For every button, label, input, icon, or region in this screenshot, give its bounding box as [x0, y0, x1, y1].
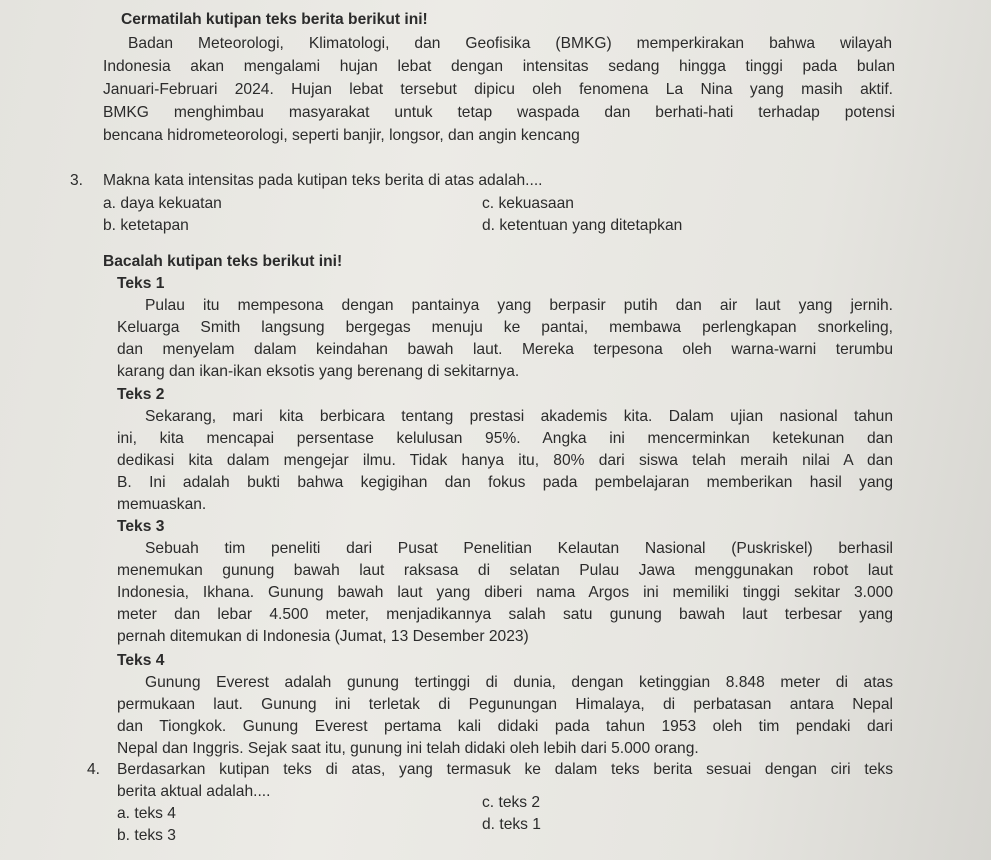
option-label: a. — [103, 195, 117, 212]
option-text: teks 1 — [499, 816, 541, 833]
question-3-number: 3. — [70, 172, 84, 189]
q4-option-d — [482, 815, 541, 835]
texts-instruction: Bacalah kutipan teks berikut ini! — [103, 253, 343, 270]
teks-2-title: Teks 2 — [117, 386, 165, 403]
option-label: c. — [482, 195, 495, 212]
teks-3-line: menemukan gunung bawah laut raksasa di selatan Pulau Jawa menggunakan robot laut — [117, 562, 893, 579]
teks-3-line: Indonesia, Ikhana. Gunung bawah laut yang diberi nama Argos ini memiliki tinggi sekitar 3.000 — [117, 584, 893, 601]
teks-2-line: memuaskan. — [117, 496, 207, 513]
option-label: b. — [117, 827, 131, 844]
news-line: bencana hidrometeorologi, seperti banjir, longsor, dan angin kencang — [103, 127, 580, 144]
teks-4-line: permukaan laut. Gunung ini terletak di Pegunungan Himalaya, di perbatasan antara Nepal — [117, 696, 893, 713]
teks-1-line: karang dan ikan-ikan eksotis yang berenang di sekitarnya. — [117, 363, 520, 380]
news-line: Januari-Februari 2024. Hujan lebat tersebut dipicu oleh fenomena La Nina yang masih aktif. — [103, 81, 893, 98]
option-label: b. — [103, 217, 117, 234]
news-line: BMKG menghimbau masyarakat untuk tetap waspada dan berhati-hati terhadap potensi — [103, 104, 895, 121]
option-label: c. — [482, 794, 495, 811]
option-label: d. — [482, 217, 496, 234]
option-text: ketentuan yang ditetapkan — [499, 217, 683, 234]
option-text: ketetapan — [120, 217, 189, 234]
teks-2-line: Sekarang, mari kita berbicara tentang prestasi akademis kita. Dalam ujian nasional tahun — [145, 408, 893, 425]
q4-option-b — [117, 826, 176, 846]
q3-option-c — [482, 194, 574, 214]
option-text: kekuasaan — [498, 195, 574, 212]
question-3-text: Makna kata intensitas pada kutipan teks berita di atas adalah.... — [103, 172, 543, 189]
option-label: a. — [117, 805, 131, 822]
teks-3-title: Teks 3 — [117, 518, 165, 535]
teks-3-line: meter dan lebar 4.500 meter, menjadikannya salah satu gunung bawah laut terbesar yang — [117, 606, 893, 623]
option-text: teks 2 — [498, 794, 541, 811]
option-text: teks 4 — [134, 805, 176, 822]
q3-option-a — [103, 194, 222, 214]
teks-4-line: dan Tiongkok. Gunung Everest pertama kali didaki pada tahun 1953 oleh tim pendaki dari — [117, 718, 893, 735]
teks-1-line: Pulau itu mempesona dengan pantainya yang berpasir putih dan air laut yang jernih. — [145, 297, 893, 314]
teks-1-line: Keluarga Smith langsung bergegas menuju ke pantai, membawa perlengkapan snorkeling, — [117, 319, 893, 336]
question-4-number: 4. — [87, 761, 101, 778]
option-text: daya kekuatan — [120, 195, 222, 212]
q3-option-d — [482, 216, 682, 236]
news-line: Badan Meteorologi, Klimatologi, dan Geofisika (BMKG) memperkirakan bahwa wilayah — [128, 35, 892, 52]
teks-4-title: Teks 4 — [117, 652, 165, 669]
question-4-text: berita aktual adalah.... — [117, 783, 271, 800]
teks-1-title: Teks 1 — [117, 275, 165, 292]
teks-3-line: Sebuah tim peneliti dari Pusat Penelitian Kelautan Nasional (Puskriskel) berhasil — [145, 540, 893, 557]
question-4-text: Berdasarkan kutipan teks di atas, yang termasuk ke dalam teks berita sesuai dengan ciri teks — [117, 761, 893, 778]
teks-2-line: ini, kita mencapai persentase kelulusan 95%. Angka ini mencerminkan ketekunan dan — [117, 430, 893, 447]
q4-option-a — [117, 804, 176, 824]
option-label: d. — [482, 816, 496, 833]
option-text: teks 3 — [134, 827, 176, 844]
intro-instruction: Cermatilah kutipan teks berita berikut ini! — [121, 11, 428, 28]
teks-2-line: B. Ini adalah bukti bahwa kegigihan dan fokus pada pembelajaran memberikan hasil yang — [117, 474, 893, 491]
news-line: Indonesia akan mengalami hujan lebat dengan intensitas sedang hingga tinggi pada bulan — [103, 58, 895, 75]
teks-3-line: pernah ditemukan di Indonesia (Jumat, 13 Desember 2023) — [117, 628, 529, 645]
q3-option-b — [103, 216, 189, 236]
teks-4-line: Gunung Everest adalah gunung tertinggi di dunia, dengan ketinggian 8.848 meter di atas — [145, 674, 893, 691]
teks-1-line: dan menyelam dalam keindahan bawah laut. Mereka terpesona oleh warna-warni terumbu — [117, 341, 893, 358]
teks-4-line: Nepal dan Inggris. Sejak saat itu, gunung ini telah didaki oleh lebih dari 5.000 orang. — [117, 740, 699, 757]
teks-2-line: dedikasi kita dalam mengejar ilmu. Tidak hanya itu, 80% dari siswa telah meraih nilai A dan — [117, 452, 893, 469]
q4-option-c — [482, 793, 540, 813]
